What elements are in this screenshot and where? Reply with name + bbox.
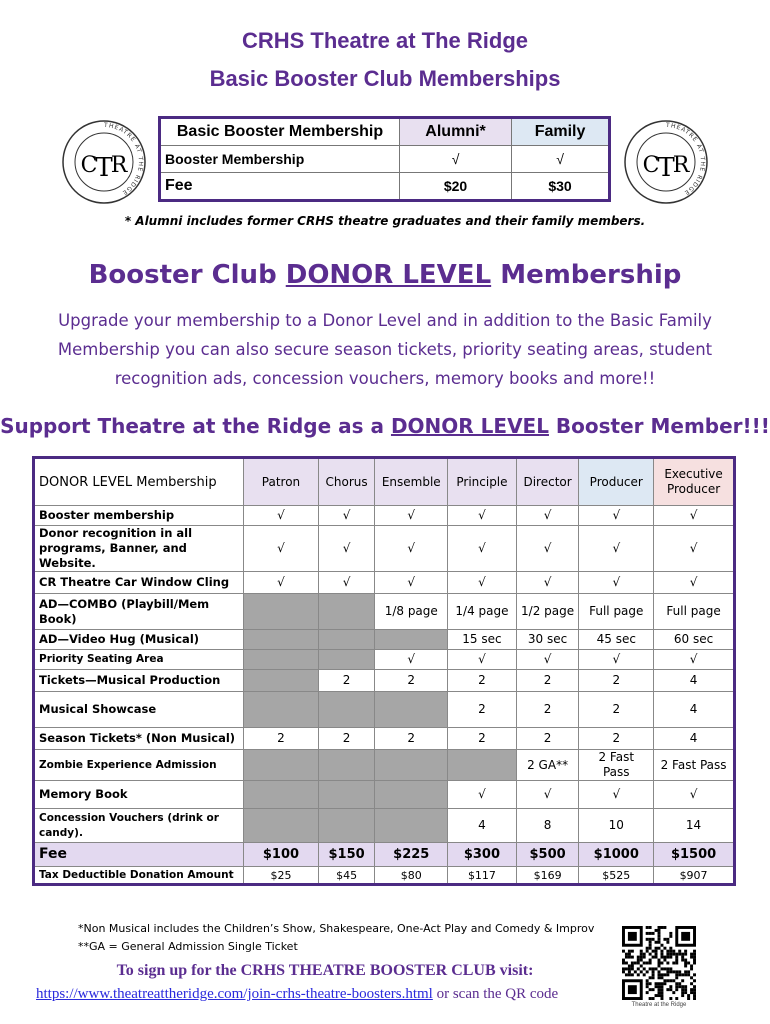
support-heading-pre: Support Theatre at the Ridge as a (0, 414, 391, 438)
donor-fee-cell: $100 (244, 843, 319, 867)
donor-cell-unavailable (244, 750, 319, 781)
donor-cell: 1/2 page (516, 594, 579, 630)
donor-header-chorus: Chorus (318, 458, 375, 506)
basic-cell: √ (400, 146, 512, 173)
basic-row-label: Fee (160, 173, 400, 201)
basic-row-label: Booster Membership (160, 146, 400, 173)
donor-cell: 2 (448, 692, 517, 728)
donor-level-table (32, 456, 736, 886)
donor-cell: √ (448, 526, 517, 572)
donor-cell: 2 (579, 670, 654, 692)
donor-cell: 2 (375, 670, 448, 692)
svg-text:T: T (657, 153, 675, 183)
donor-cell: 2 Fast Pass (654, 750, 735, 781)
donor-cell: 1/8 page (375, 594, 448, 630)
donor-fee-cell: $300 (448, 843, 517, 867)
donor-cell-unavailable (318, 594, 375, 630)
donor-cell: √ (654, 506, 735, 526)
donor-fee-cell: $500 (516, 843, 579, 867)
donor-cell: 2 (318, 728, 375, 750)
donor-tax-cell: $169 (516, 867, 579, 885)
donor-cell: √ (448, 506, 517, 526)
donor-cell: 8 (516, 809, 579, 843)
donor-cell: √ (448, 781, 517, 809)
donor-cell-unavailable (244, 630, 319, 650)
donor-table-row (34, 750, 735, 781)
donor-cell-unavailable (375, 692, 448, 728)
donor-tax-label: Tax Deductible Donation Amount (34, 867, 244, 885)
donor-header-ensemble: Ensemble (375, 458, 448, 506)
donor-tax-cell: $45 (318, 867, 375, 885)
donor-fee-cell: $1500 (654, 843, 735, 867)
ga-note: **GA = General Admission Single Ticket (78, 940, 298, 953)
donor-cell: √ (654, 526, 735, 572)
donor-cell: √ (244, 506, 319, 526)
donor-cell-unavailable (244, 670, 319, 692)
support-heading (0, 414, 770, 438)
donor-header-producer: Producer (579, 458, 654, 506)
donor-cell: 1/4 page (448, 594, 517, 630)
basic-header-membership: Basic Booster Membership (160, 118, 400, 146)
donor-table-row (34, 728, 735, 750)
donor-cell: 2 GA** (516, 750, 579, 781)
donor-table-row (34, 506, 735, 526)
qr-caption: Theatre at the Ridge (631, 1002, 687, 1008)
alumni-footnote: * Alumni includes former CRHS theatre graduates and their family members. (124, 214, 646, 228)
donor-cell: √ (516, 572, 579, 594)
donor-cell: √ (375, 526, 448, 572)
donor-table-row (34, 526, 735, 572)
donor-cell-unavailable (318, 750, 375, 781)
donor-cell: √ (318, 572, 375, 594)
svg-text:R: R (672, 153, 690, 178)
donor-row-label: Booster membership (34, 506, 244, 526)
donor-cell: 14 (654, 809, 735, 843)
donor-header-executive-producer: Executive Producer (654, 458, 735, 506)
donor-cell: 30 sec (516, 630, 579, 650)
donor-cell: √ (516, 650, 579, 670)
crhs-seal-logo-right (622, 118, 710, 206)
donor-cell-unavailable (244, 781, 319, 809)
svg-text:T: T (95, 153, 113, 183)
donor-cell: √ (579, 526, 654, 572)
svg-text:THEATRE AT THE RIDGE: THEATRE AT THE RIDGE (665, 121, 707, 197)
basic-header-family: Family (512, 118, 610, 146)
donor-cell: √ (375, 506, 448, 526)
donor-fee-row (34, 843, 735, 867)
donor-header-director: Director (516, 458, 579, 506)
donor-cell: √ (448, 572, 517, 594)
svg-text:THEATRE AT THE RIDGE: THEATRE AT THE RIDGE (103, 121, 145, 197)
donor-cell: √ (516, 506, 579, 526)
donor-cell-unavailable (318, 781, 375, 809)
qr-code-icon[interactable] (622, 926, 696, 1000)
donor-header-corner: DONOR LEVEL Membership (34, 458, 244, 506)
donor-row-label: Musical Showcase (34, 692, 244, 728)
donor-cell: 4 (654, 692, 735, 728)
donor-row-label: CR Theatre Car Window Cling (34, 572, 244, 594)
donor-cell: √ (516, 781, 579, 809)
basic-table-row (160, 146, 610, 173)
donor-row-label: Season Tickets* (Non Musical) (34, 728, 244, 750)
donor-heading-pre: Booster Club (88, 260, 286, 290)
donor-cell-unavailable (375, 781, 448, 809)
donor-cell: 2 (579, 728, 654, 750)
donor-row-label: Tickets—Musical Production (34, 670, 244, 692)
donor-cell: Full page (579, 594, 654, 630)
donor-cell: 2 (318, 670, 375, 692)
donor-cell: √ (244, 572, 319, 594)
donor-cell: √ (318, 526, 375, 572)
donor-cell: 2 (579, 692, 654, 728)
donor-cell: 10 (579, 809, 654, 843)
footnotes (78, 920, 594, 956)
svg-text:R: R (110, 153, 128, 178)
donor-fee-cell: $225 (375, 843, 448, 867)
basic-cell: $20 (400, 173, 512, 201)
donor-row-label: Concession Vouchers (drink or candy). (34, 809, 244, 843)
donor-cell: 2 (516, 692, 579, 728)
donor-table-row (34, 781, 735, 809)
donor-row-label: Donor recognition in all programs, Banner, and Website. (34, 526, 244, 572)
donor-header-row (34, 458, 735, 506)
donor-cell: √ (654, 572, 735, 594)
donor-cell: √ (375, 572, 448, 594)
donor-cell: 60 sec (654, 630, 735, 650)
page-subtitle: Basic Booster Club Memberships (209, 66, 561, 91)
donor-table-row (34, 572, 735, 594)
donor-fee-label: Fee (34, 843, 244, 867)
donor-tax-cell: $25 (244, 867, 319, 885)
donor-cell: 15 sec (448, 630, 517, 650)
donor-cell: 2 (244, 728, 319, 750)
donor-cell: √ (244, 526, 319, 572)
donor-cell-unavailable (375, 809, 448, 843)
donor-cell: 4 (654, 728, 735, 750)
donor-header-patron: Patron (244, 458, 319, 506)
donor-cell-unavailable (244, 650, 319, 670)
donor-heading-post: Membership (491, 260, 682, 290)
donor-cell: 2 (448, 670, 517, 692)
svg-text:C: C (642, 153, 660, 178)
donor-cell: Full page (654, 594, 735, 630)
signup-line (36, 986, 558, 1003)
donor-cell: 2 (516, 670, 579, 692)
donor-table-row (34, 692, 735, 728)
donor-row-label: AD—Video Hug (Musical) (34, 630, 244, 650)
donor-cell-unavailable (375, 750, 448, 781)
donor-cell: √ (516, 526, 579, 572)
donor-cell-unavailable (318, 692, 375, 728)
donor-cell: √ (579, 506, 654, 526)
donor-heading-underlined: DONOR LEVEL (285, 260, 492, 290)
donor-header-principle: Principle (448, 458, 517, 506)
svg-text:C: C (80, 153, 98, 178)
donor-cell-unavailable (318, 650, 375, 670)
donor-table-row (34, 594, 735, 630)
donor-cell: √ (375, 650, 448, 670)
donor-cell: 4 (448, 809, 517, 843)
donor-cell-unavailable (244, 594, 319, 630)
donor-tax-cell: $80 (375, 867, 448, 885)
donor-cell: √ (579, 650, 654, 670)
donor-cell-unavailable (448, 750, 517, 781)
basic-header-alumni: Alumni* (400, 118, 512, 146)
donor-row-label: Priority Seating Area (34, 650, 244, 670)
non-musical-note: *Non Musical includes the Children’s Show, Shakespeare, One-Act Play and Comedy & Improv (78, 922, 595, 935)
donor-cell: 2 (448, 728, 517, 750)
signup-link[interactable]: https://www.theatreattheridge.com/join-crhs-theatre-boosters.html (36, 986, 433, 1002)
donor-tax-cell: $117 (448, 867, 517, 885)
donor-cell: 2 Fast Pass (579, 750, 654, 781)
basic-cell: $30 (512, 173, 610, 201)
donor-cell: 45 sec (579, 630, 654, 650)
donor-fee-cell: $150 (318, 843, 375, 867)
donor-cell-unavailable (318, 630, 375, 650)
donor-tax-row (34, 867, 735, 885)
donor-cell: 4 (654, 670, 735, 692)
donor-table-row (34, 650, 735, 670)
donor-cell: √ (318, 506, 375, 526)
donor-row-label: AD—COMBO (Playbill/Mem Book) (34, 594, 244, 630)
donor-fee-cell: $1000 (579, 843, 654, 867)
donor-description: Upgrade your membership to a Donor Level and in addition to the Basic Family Membership you can also secure season tickets, priority seating areas, student recognition ads, concession vouchers, memory books and more!! (57, 311, 713, 388)
support-heading-post: Booster Member!!! (548, 414, 770, 438)
donor-cell-unavailable (244, 809, 319, 843)
donor-table-row (34, 809, 735, 843)
donor-cell: √ (654, 781, 735, 809)
basic-cell: √ (512, 146, 610, 173)
donor-cell-unavailable (244, 692, 319, 728)
donor-cell-unavailable (318, 809, 375, 843)
donor-table-row (34, 670, 735, 692)
basic-table-header-row (160, 118, 610, 146)
donor-row-label: Memory Book (34, 781, 244, 809)
donor-tax-cell: $907 (654, 867, 735, 885)
donor-cell: √ (654, 650, 735, 670)
page-title: CRHS Theatre at The Ridge (241, 28, 529, 53)
crhs-seal-logo (60, 118, 148, 206)
donor-cell: √ (579, 572, 654, 594)
donor-cell: √ (448, 650, 517, 670)
donor-tax-cell: $525 (579, 867, 654, 885)
donor-cell: 2 (516, 728, 579, 750)
signup-heading: To sign up for the CRHS THEATRE BOOSTER CLUB visit: (116, 962, 534, 979)
donor-row-label: Zombie Experience Admission (34, 750, 244, 781)
donor-cell-unavailable (375, 630, 448, 650)
support-heading-underlined: DONOR LEVEL (390, 414, 549, 438)
basic-membership-table (158, 116, 611, 202)
signup-suffix: or scan the QR code (432, 986, 559, 1002)
donor-table-row (34, 630, 735, 650)
donor-cell: 2 (375, 728, 448, 750)
donor-cell: √ (579, 781, 654, 809)
basic-table-row (160, 173, 610, 201)
donor-heading (0, 260, 770, 290)
